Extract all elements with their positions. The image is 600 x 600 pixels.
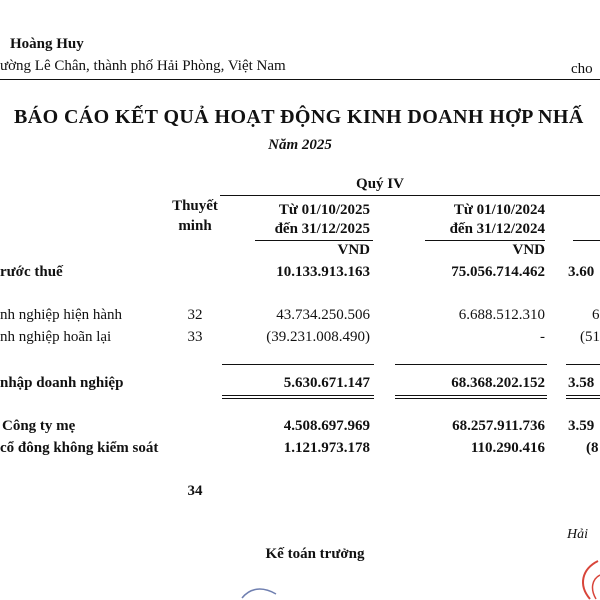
double-rule-top-col3	[566, 395, 600, 396]
row-parent-company-v2: 68.257.911.736	[452, 418, 545, 434]
row-label-non-controlling: cổ đông không kiểm soát	[0, 440, 159, 456]
col2-header-line1: Từ 01/10/2024	[453, 202, 545, 218]
row-profit-after-tax-v1: 5.630.671.147	[283, 375, 370, 391]
note-header-line2: minh	[178, 218, 212, 234]
rule-above-net-col3	[566, 364, 600, 365]
col1-header-line1: Từ 01/10/2025	[278, 202, 370, 218]
header-right-text: cho	[571, 61, 593, 77]
header-rule	[0, 79, 600, 80]
double-rule-top-col2	[395, 395, 547, 396]
row-deferred-tax-v2: -	[540, 329, 545, 345]
row-parent-company-v1: 4.508.697.969	[283, 418, 370, 434]
row-profit-after-tax-v2: 68.368.202.152	[451, 375, 545, 391]
row-label-parent-company: Công ty mẹ	[2, 418, 76, 434]
rule-above-net-col1	[222, 364, 374, 365]
row-label-deferred-tax: nh nghiệp hoãn lại	[0, 329, 112, 345]
row-non-controlling-v2: 110.290.416	[470, 440, 545, 456]
row-profit-after-tax-v3: 3.58	[568, 375, 595, 391]
company-address: ường Lê Chân, thành phố Hải Phòng, Việt Nam	[0, 58, 286, 74]
row-label-current-tax: nh nghiệp hiện hành	[0, 307, 123, 323]
report-year: Năm 2025	[268, 137, 332, 153]
row-non-controlling-v3: (8	[586, 440, 599, 456]
row-parent-company-v3: 3.59	[568, 418, 595, 434]
row-deferred-tax-v3: (51	[580, 329, 600, 345]
row-label-profit-before-tax: rước thuế	[0, 264, 63, 280]
row-deferred-tax-note: 33	[187, 329, 203, 345]
col1-unit: VND	[337, 242, 370, 258]
red-stamp-fragment	[560, 555, 600, 600]
chief-accountant-title: Kế toán trưởng	[265, 546, 365, 562]
rule-above-net-col2	[395, 364, 547, 365]
col2-unit: VND	[512, 242, 545, 258]
row-profit-before-tax-v1: 10.133.913.163	[276, 264, 370, 280]
row-non-controlling-v1: 1.121.973.178	[283, 440, 370, 456]
col1-header-rule	[255, 240, 373, 241]
company-name: Hoàng Huy	[10, 36, 84, 52]
signature-place: Hải	[567, 527, 588, 542]
col2-header-rule	[425, 240, 545, 241]
col3-header-rule	[573, 240, 600, 241]
report-title: BÁO CÁO KẾT QUẢ HOẠT ĐỘNG KINH DOANH HỢP NHẤ	[14, 106, 584, 128]
col1-header-line2: đến 31/12/2025	[274, 221, 370, 237]
quarter-rule	[220, 195, 600, 196]
eps-note: 34	[187, 483, 203, 499]
signature-stroke-fragment	[240, 584, 280, 600]
row-current-tax-note: 32	[187, 307, 203, 323]
double-rule-bottom-col2	[395, 398, 547, 399]
double-rule-bottom-col3	[566, 398, 600, 399]
row-current-tax-v3: 6	[592, 307, 600, 323]
row-current-tax-v2: 6.688.512.310	[458, 307, 545, 323]
col2-header-line2: đến 31/12/2024	[449, 221, 545, 237]
row-current-tax-v1: 43.734.250.506	[276, 307, 370, 323]
note-header-line1: Thuyết	[172, 198, 218, 214]
row-deferred-tax-v1: (39.231.008.490)	[266, 329, 370, 345]
double-rule-top-col1	[222, 395, 374, 396]
row-profit-before-tax-v2: 75.056.714.462	[451, 264, 545, 280]
row-profit-before-tax-v3: 3.60	[568, 264, 595, 280]
double-rule-bottom-col1	[222, 398, 374, 399]
quarter-label: Quý IV	[356, 176, 404, 192]
row-label-profit-after-tax: nhập doanh nghiệp	[0, 375, 124, 391]
